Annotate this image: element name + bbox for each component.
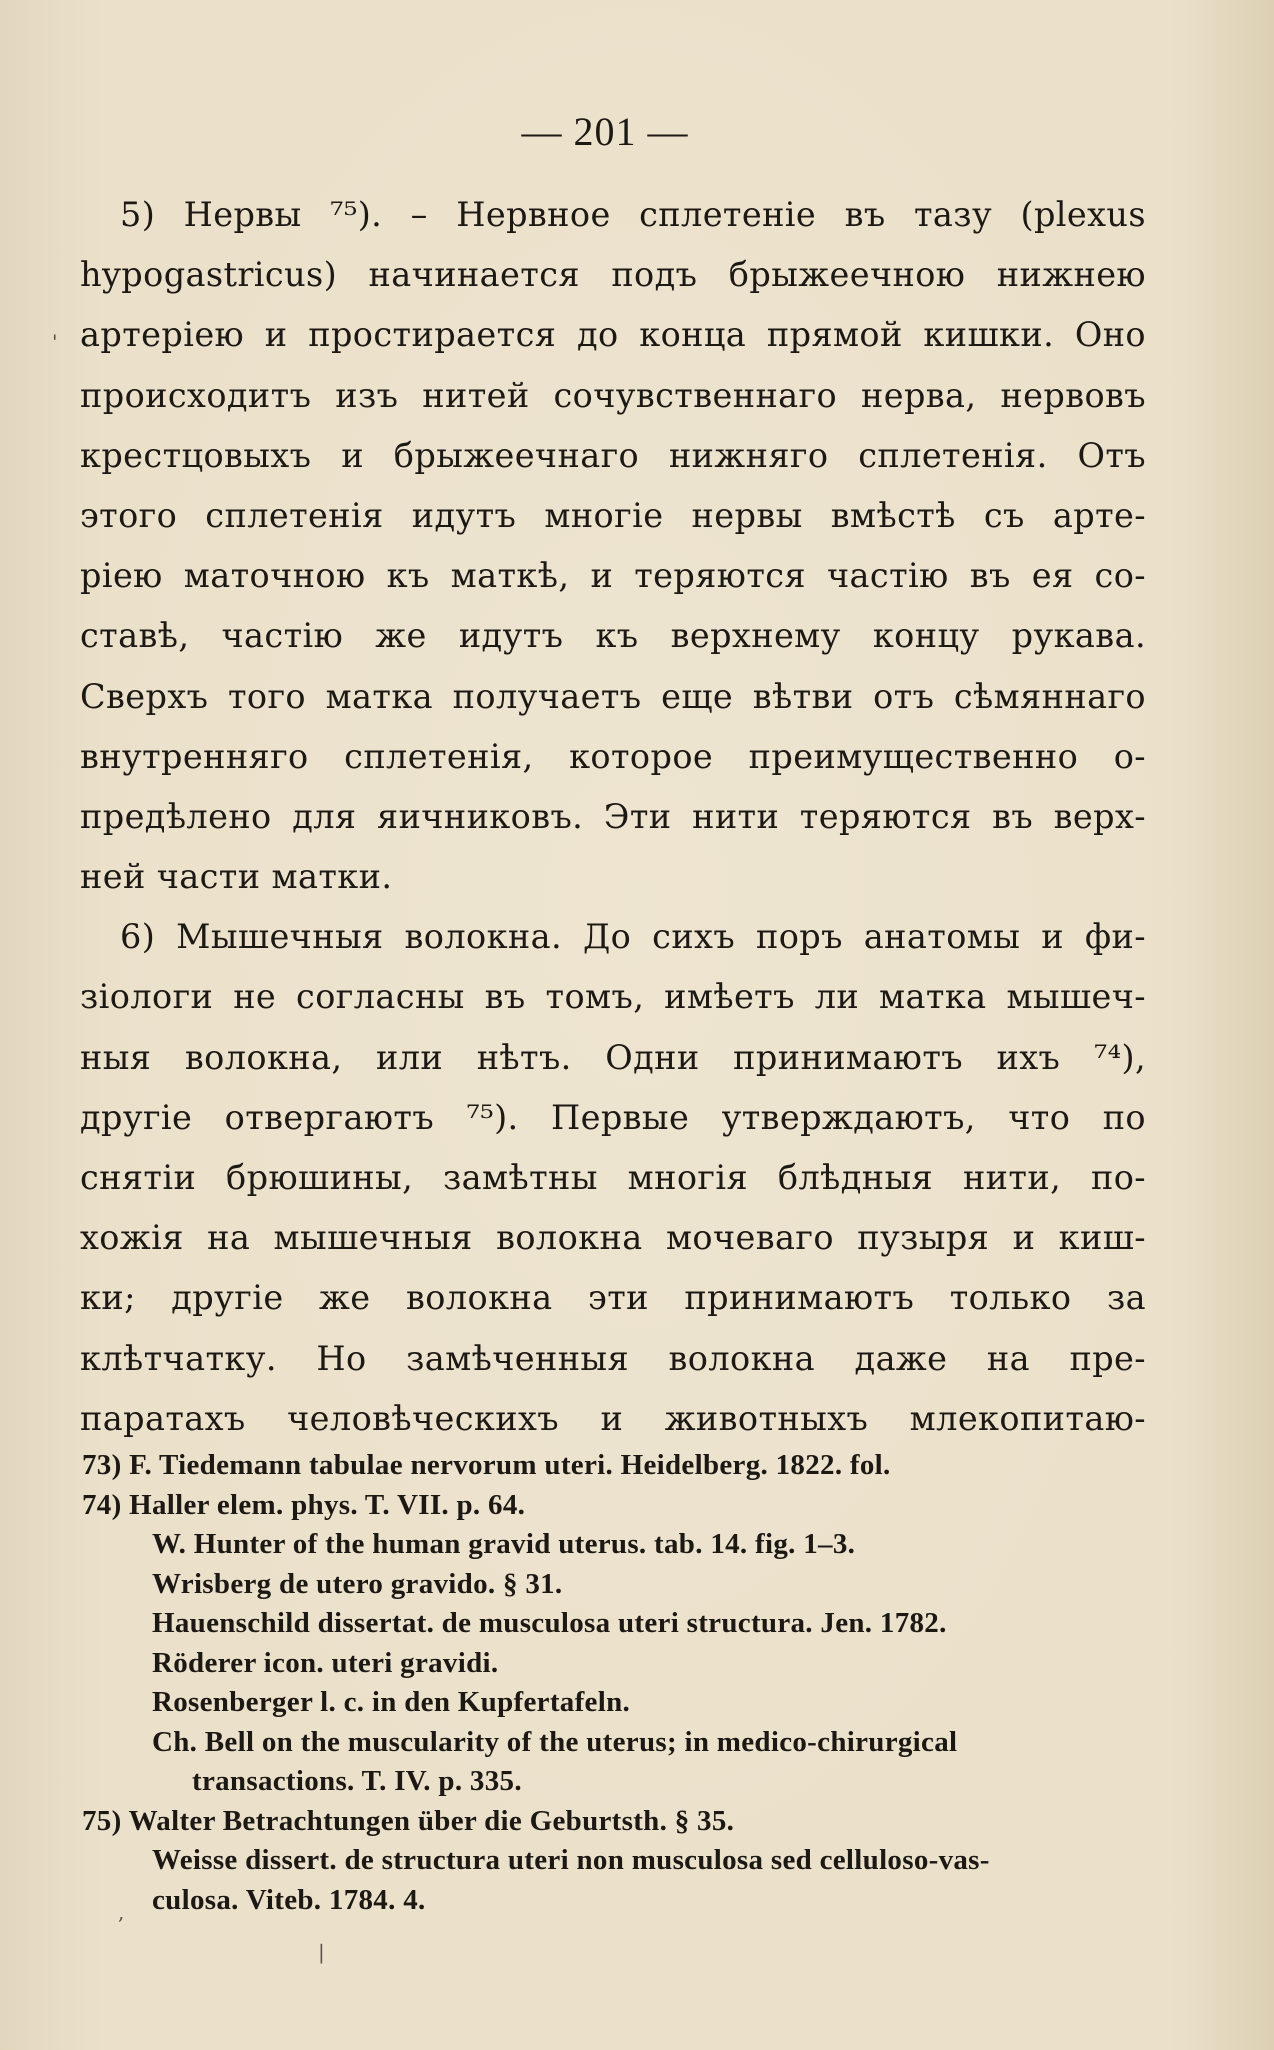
text-line: ней части матки. (80, 857, 393, 897)
text-line: артеріею и простирается до конца прямой кишки. Оно (80, 315, 1146, 355)
text-line: внутренняго сплетенія, которое преимущественно о- (80, 736, 1146, 776)
text-line: предѣлено для яичниковъ. Эти нити теряются въ верх- (80, 796, 1146, 836)
footnote: Ch. Bell on the muscularity of the uterus; in medico-chirurgical (152, 1725, 958, 1758)
text-line: другіе отвергаютъ ⁷⁵). Первые утверждаютъ, что по (80, 1097, 1146, 1137)
footnote: 73) F. Tiedemann tabulae nervorum uteri. Heidelberg. 1822. fol. (82, 1449, 891, 1481)
paper-speck: , (118, 1900, 125, 1924)
footnote: 74) Haller elem. phys. T. VII. p. 64. (82, 1488, 526, 1521)
footnote: Rosenberger l. c. in den Kupfertafeln. (152, 1686, 631, 1718)
footnote: Hauenschild dissertat. de musculosa uteri structura. Jen. 1782. (152, 1607, 947, 1639)
text-line: паратахъ человѣческихъ и животныхъ млекопитаю- (80, 1398, 1146, 1438)
text-line: происходитъ изъ нитей сочувственнаго нерва, нервовъ (80, 375, 1146, 415)
text-line: крестцовыхъ и брыжеечнаго нижняго сплетенія. Отъ (80, 435, 1146, 475)
text-line: снятіи брюшины, замѣтны многія блѣдныя нити, по- (80, 1158, 1146, 1197)
footnote: W. Hunter of the human gravid uterus. tab. 14. fig. 1–3. (152, 1528, 856, 1560)
footnote: Wrisberg de utero gravido. § 31. (152, 1567, 563, 1600)
paper-speck: | (318, 1940, 325, 1964)
text-line: ріею маточною къ маткѣ, и теряются частію въ ея со- (80, 556, 1146, 596)
body-text (80, 185, 1146, 1449)
text-line: клѣтчатку. Но замѣченныя волокна даже на пре- (80, 1338, 1146, 1378)
footnotes (82, 1446, 1162, 1920)
footnote: transactions. T. IV. p. 335. (192, 1765, 522, 1797)
text-line: ки; другіе же волокна эти принимаютъ только за (80, 1278, 1146, 1318)
footnote: culosa. Viteb. 1784. 4. (152, 1883, 426, 1916)
text-line: ныя волокна, или нѣтъ. Одни принимаютъ ихъ ⁷⁴), (80, 1037, 1146, 1077)
text-line: hypogastricus) начинается подъ брыжеечною нижнею (80, 255, 1146, 295)
text-line: ставѣ, частію же идутъ къ верхнему концу рукава. (80, 616, 1146, 656)
footnote: Röderer icon. uteri gravidi. (152, 1646, 499, 1679)
text-line: 5) Нервы ⁷⁵). – Нервное сплетеніе въ тазу (plexus (120, 195, 1146, 234)
text-line: зіологи не согласны въ томъ, имѣетъ ли матка мышеч- (80, 977, 1146, 1017)
text-line: 6) Мышечныя волокна. До сихъ поръ анатомы и фи- (120, 917, 1146, 957)
page-number: — 201 — (521, 109, 689, 154)
text-line: Сверхъ того матка получаетъ еще вѣтви отъ сѣмяннаго (80, 676, 1146, 716)
paper-speck: ' (52, 330, 58, 354)
text-line: хожія на мышечныя волокна мочеваго пузыря и киш- (80, 1218, 1146, 1258)
footnote: 75) Walter Betrachtungen über die Geburtsth. § 35. (82, 1804, 735, 1837)
footnote: Weisse dissert. de structura uteri non musculosa sed celluloso-vas- (152, 1844, 990, 1876)
text-line: этого сплетенія идутъ многіе нервы вмѣстѣ съ арте- (80, 495, 1146, 535)
